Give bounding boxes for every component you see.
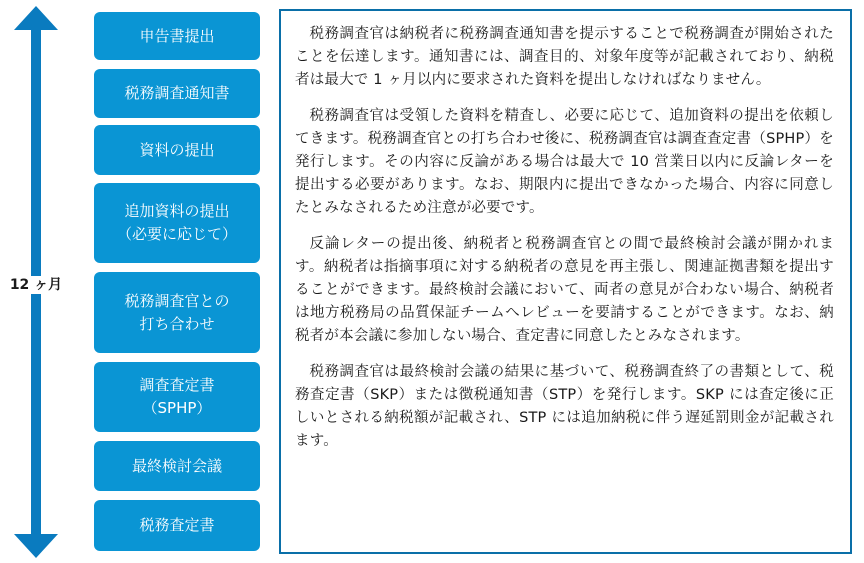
step-audit-notice: 税務調査通知書 [94, 69, 260, 118]
process-steps [94, 0, 260, 563]
step-tax-assessment: 税務査定書 [94, 500, 260, 551]
step-final-review-meeting: 最終検討会議 [94, 441, 260, 491]
step-document-submission: 資料の提出 [94, 125, 260, 175]
description-panel [279, 9, 852, 554]
duration-label: 12 ヶ月 [9, 277, 63, 293]
paragraph-audit-notice: 税務調査官は納税者に税務調査通知書を提示することで税務調査が開始されたことを伝達します。通知書には、調査目的、対象年度等が記載されており、納税者は最大で 1 ヶ月以内に要求された資料を提出しなければなりません。 [295, 26, 834, 88]
arrow-head-up [14, 6, 58, 30]
arrow-head-down [14, 534, 58, 558]
step-tax-return-filing: 申告書提出 [94, 12, 260, 60]
step-audit-assessment: 調査査定書 （SPHP） [94, 362, 260, 432]
paragraph-final-assessment: 税務調査官は最終検討会議の結果に基づいて、税務調査終了の書類として、税務査定書（SKP）または徴税通知書（STP）を発行します。SKP には査定後に正しいとされる納税額が記載され、STP には追加納税に伴う遅延罰則金が記載されます。 [295, 364, 834, 449]
paragraph-assessment-and-objection: 税務調査官は受領した資料を精査し、必要に応じて、追加資料の提出を依頼してきます。税務調査官との打ち合わせ後に、税務調査官は調査査定書（SPHP）を発行します。その内容に反論がある場合は最大で 10 営業日以内に反論レターを提出する必要があります。なお、期限内に提出できなかった場合、内容に同意したとみなされるため注意が必要です。 [295, 108, 834, 216]
step-additional-documents: 追加資料の提出 （必要に応じて） [94, 183, 260, 263]
step-meeting-with-auditor: 税務調査官との 打ち合わせ [94, 272, 260, 353]
paragraph-final-review: 反論レターの提出後、納税者と税務調査官との間で最終検討会議が開かれます。納税者は指摘事項に対する納税者の意見を再主張し、関連証拠書類を提出することができます。最終検討会議において、両者の意見が合わない場合、納税者は地方税務局の品質保証チームへレビューを要請することができます。なお、納税者が本会議に参加しない場合、査定書に同意したとみなされます。 [295, 236, 834, 344]
